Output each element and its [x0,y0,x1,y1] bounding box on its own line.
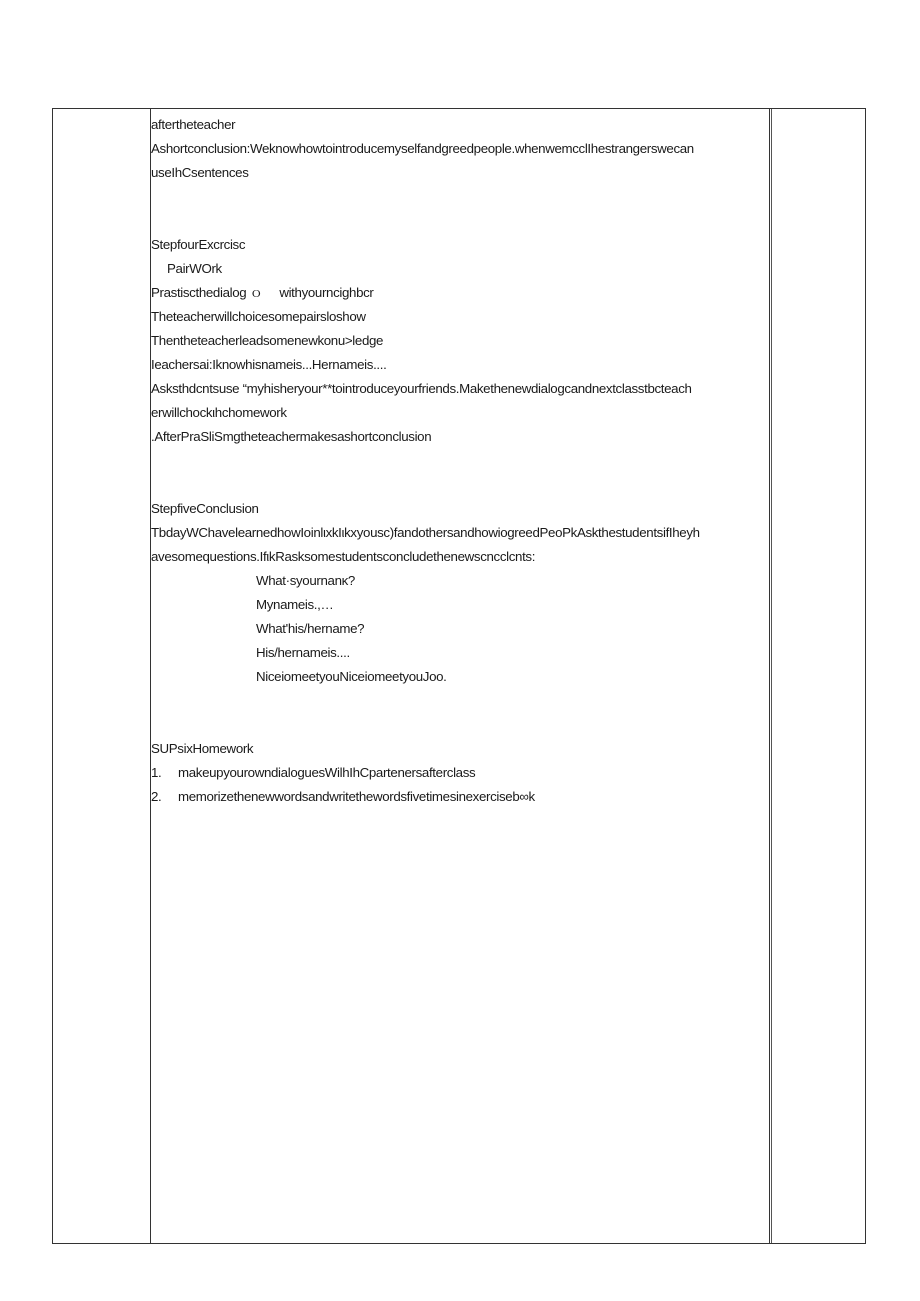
spacer [151,689,771,737]
text-line: Prastiscthedialog ｏ withyourncighbcr [151,285,374,300]
step-five-title: StepfiveConclusion [151,501,259,516]
spacer [151,449,771,497]
step-four-title: StepfourExcrcisc [151,237,246,252]
homework-text: memorizethenewwordsandwritethewordsfivetimesinexerciseb∞k [178,789,535,804]
dialog-line: What·syournanκ? [256,573,355,588]
homework-number: 1. [151,765,162,780]
text-line: Asksthdcntsuse “myhisheryour**tointroduceyourfriends.Makethenewdialogcandnextclasstbcteach [151,381,692,396]
homework-item [151,785,771,809]
step-six-title: SUPsixHomework [151,741,254,756]
spacer [151,185,771,233]
table-column-divider-right-double [771,109,772,1243]
dialog-line: Mynameis.,… [256,597,334,612]
text-line: .AfterPraSliSmgtheteachermakesashortconclusion [151,429,432,444]
text-line: aftertheteacher [151,117,236,132]
text-line: Thentheteacherleadsomenewkonu>ledge [151,333,384,348]
dialog-line: What'his/hername? [256,621,365,636]
text-line: useIhCsentences [151,165,249,180]
dialog-line: NiceiomeetyouNiceiomeetyouJoo. [256,669,447,684]
text-line: avesomequestions.IfιkRasksomestudentsconcludethenewscnсclcnts: [151,549,536,564]
homework-text: makeupyourowndialoguesWilhIhCpartenersafterclass [178,765,476,780]
dialog-line: His/hernameis.... [256,645,350,660]
lesson-content [151,113,771,809]
text-line: TbdayWChavelearnedhowIoinlιxkIιkxyousc)fandothersandhowiogreedPeoPkAskthestudentsifIheyh [151,525,700,540]
text-line: erwillchockιhchomework [151,405,287,420]
text-line: Ieachersai:Iknowhisnameis...Hernameis.... [151,357,387,372]
homework-item [151,761,771,785]
homework-number: 2. [151,789,162,804]
step-four-subtitle: PairWOrk [167,261,222,276]
text-line: Theteacherwillchoicesomepairslοshow [151,309,366,324]
text-line: Ashortconclusion:Weknowhowtointroducemyselfandgreedpeople.whenwemcclIhestrangerswecan [151,141,694,156]
